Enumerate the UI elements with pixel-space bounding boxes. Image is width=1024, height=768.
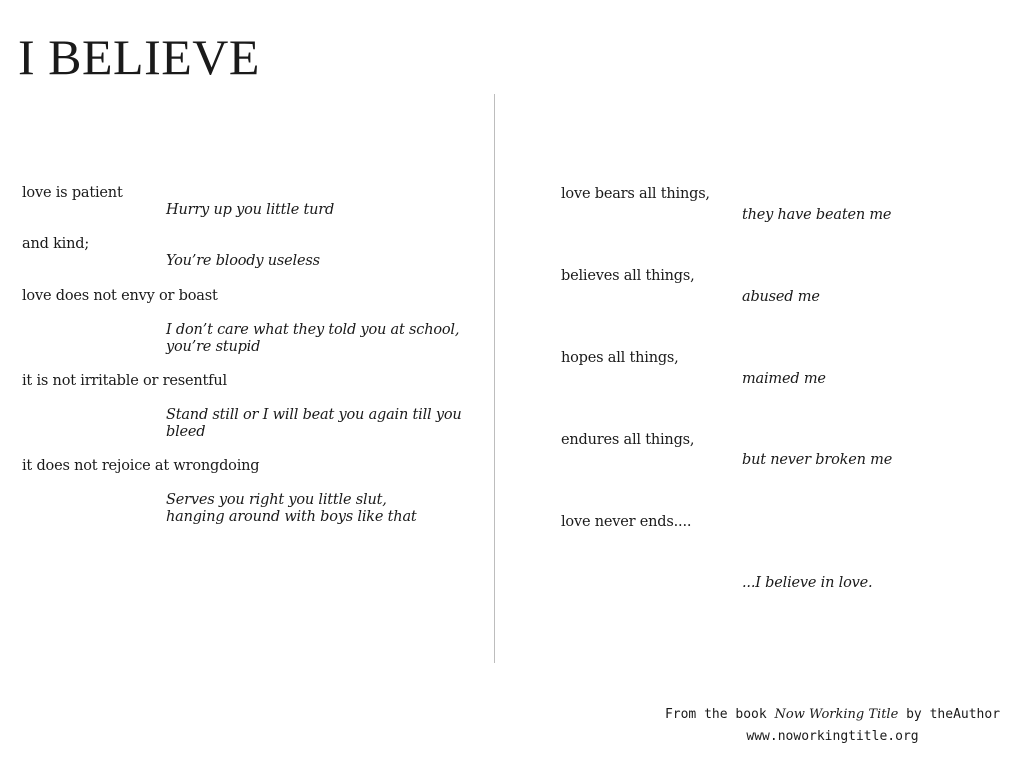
right-reply-2: abused me [742,289,820,305]
left-verse-5: it does not rejoice at wrongdoing [22,458,260,474]
right-verse-2: believes all things, [561,268,695,284]
left-reply-3a: I don’t care what they told you at school, [166,322,460,338]
left-reply-4b: bleed [166,424,206,440]
left-verse-1: love is patient [22,185,123,201]
column-divider [494,94,495,663]
right-reply-3: maimed me [742,371,826,387]
right-verse-4: endures all things, [561,432,695,448]
right-verse-5: love never ends.... [561,514,692,530]
right-verse-3: hopes all things, [561,350,679,366]
right-verse-1: love bears all things, [561,186,710,202]
right-reply-4: but never broken me [742,452,893,468]
footer-prefix: From the book [664,707,775,722]
left-reply-5a: Serves you right you little slut, [166,492,387,508]
footer-suffix: by theAuthor [898,707,1001,722]
footer-credit [660,706,1005,723]
right-reply-1: they have beaten me [742,207,892,223]
left-reply-4a: Stand still or I will beat you again till you [166,407,462,423]
right-closing-line: ...I believe in love. [742,575,873,591]
footer-url[interactable]: www.noworkingtitle.org [746,729,919,744]
left-reply-2: You’re bloody useless [166,253,320,269]
left-verse-3: love does not envy or boast [22,288,218,304]
left-verse-2: and kind; [22,236,90,252]
left-reply-1: Hurry up you little turd [166,202,335,218]
footer-book-title: Now Working Title [774,707,899,722]
poem-title: I BELIEVE [18,29,260,85]
left-reply-3b: you’re stupid [166,339,261,355]
left-verse-4: it is not irritable or resentful [22,373,227,389]
left-reply-5b: hanging around with boys like that [166,509,417,525]
